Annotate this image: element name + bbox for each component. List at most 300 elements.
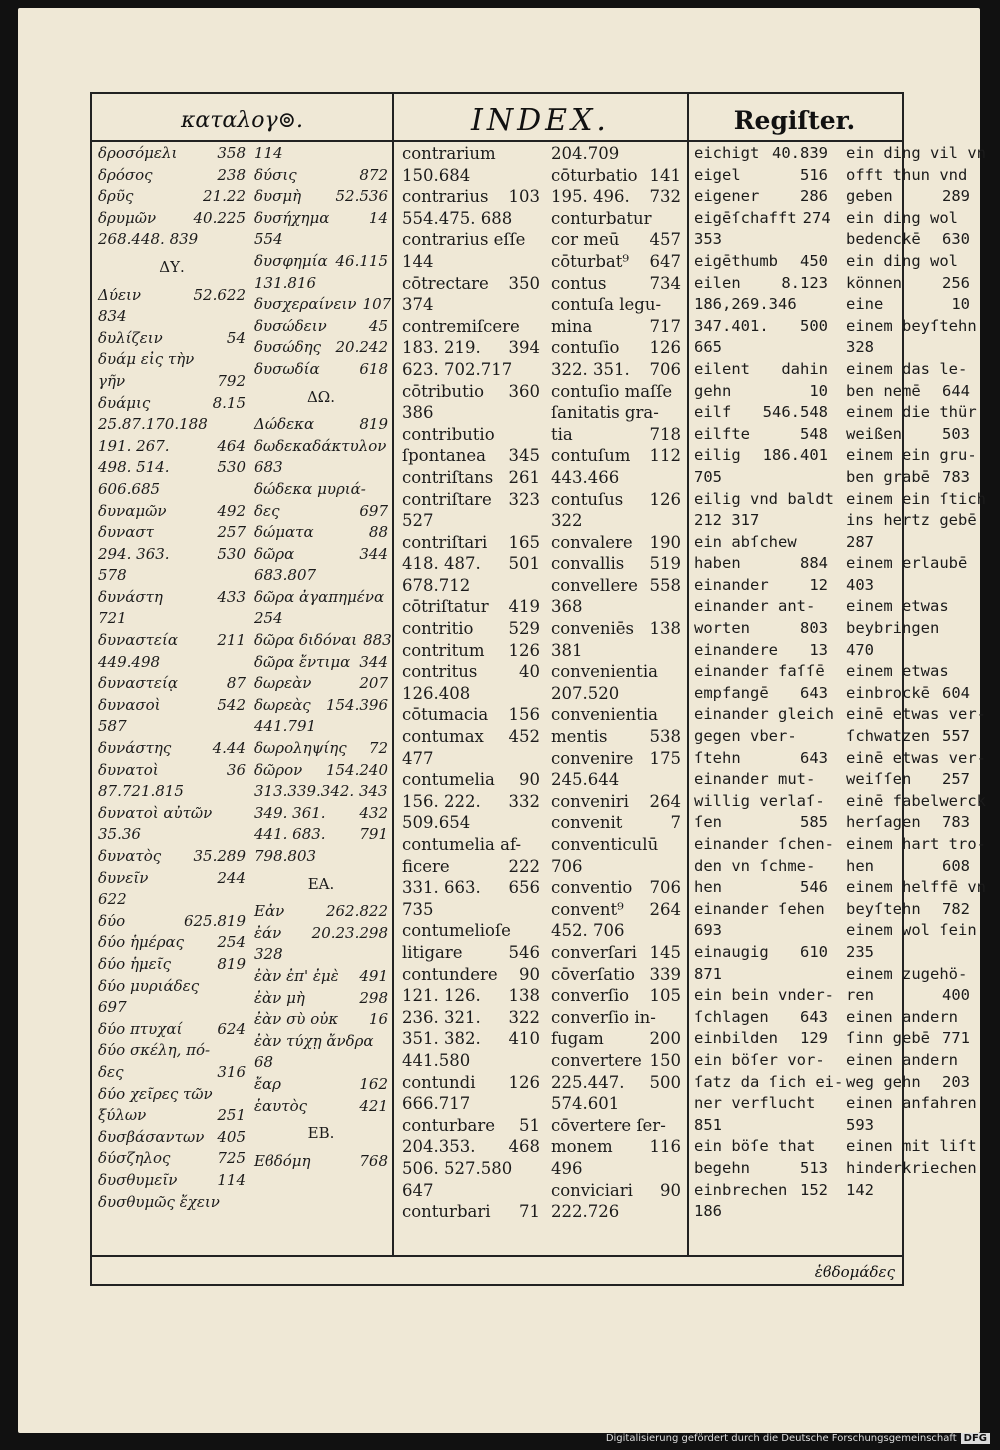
index-entry [98,328,246,350]
index-entry [694,1158,828,1180]
entry-pages: 175 [649,748,681,768]
entry-term: hen [694,878,722,897]
index-entry [694,208,831,230]
entry-term: einem erlaubē [846,554,968,573]
index-entry [551,812,681,834]
entry-term: converſio in- [551,1007,656,1027]
index-entry [694,229,828,251]
index-entry [551,229,681,251]
entry-term: 470 [846,640,874,659]
entry-term: gehn [694,381,732,400]
index-entry [846,661,970,683]
entry-pages: 40.839 [772,144,828,162]
entry-term: willig verlaſ- [694,791,825,810]
entry-term: 403 [846,575,874,594]
index-entry [846,381,970,403]
entry-term: contundere [402,964,498,984]
index-entry [98,824,246,846]
index-entry [254,1151,388,1173]
entry-term: 245.644 [551,770,620,790]
entry-term: einem ein ſtich [846,489,986,508]
entry-pages: 13 [809,640,828,659]
entry-term: δύο πτυχαί [98,1019,183,1038]
entry-term: cor meū [551,230,620,250]
index-entry [98,306,246,328]
entry-pages: 819 [359,415,388,434]
entry-term: ein bein vnder- [694,986,834,1005]
entry-term: δυσβάσαντων [98,1127,205,1146]
entry-term: 721 [98,609,127,628]
entry-pages: 643 [800,748,828,767]
index-entry [402,769,540,791]
index-entry [98,143,246,165]
index-entry [846,316,977,338]
index-entry [551,769,681,791]
entry-term: conventio [551,878,633,898]
index-entry [846,942,970,964]
entry-pages: 624 [217,1019,246,1038]
index-entry [694,467,828,489]
entry-term: einbrechen [694,1180,788,1199]
entry-pages: 186.401 [762,446,828,465]
index-entry [694,445,828,467]
index-entry [402,1115,540,1137]
entry-pages: 643 [800,683,828,702]
entry-pages: 257 [942,770,970,789]
entry-pages: 264 [649,899,681,919]
entry-term: δύο σκέλη, πό- [98,1041,211,1060]
index-entry [402,899,540,921]
entry-term: eigēthumb [694,251,778,270]
entry-term: convenientia [551,705,658,725]
entry-term: 204.709 [551,144,620,163]
entry-pages: 394 [508,338,540,358]
entry-pages: 200 [649,1029,681,1049]
index-entry [551,553,681,575]
index-entry [98,1170,246,1192]
index-entry [846,424,970,446]
entry-term: δῶρον [254,760,303,779]
entry-term: gegen vber- [694,727,797,746]
entry-pages: 791 [359,825,388,844]
entry-term: 574.601 [551,1094,620,1114]
entry-pages: 464 [217,436,246,455]
index-entry [551,964,681,986]
index-entry [694,618,828,640]
index-entry [846,726,970,748]
entry-term: ein böſer vor- [694,1050,825,1069]
footer-rule [90,1255,902,1257]
entry-term: 477 [402,748,434,768]
entry-term: 498. 514. [98,458,170,477]
index-entry [402,877,540,899]
entry-pages: 421 [359,1096,388,1115]
entry-pages: 264 [649,791,681,811]
entry-term: 697 [98,998,127,1017]
entry-pages: 706 [649,878,681,898]
index-entry [254,630,392,652]
entry-term: 554 [254,230,283,249]
entry-pages: 35.289 [193,847,246,865]
entry-pages: 491 [359,966,388,985]
entry-term: δυάμις [98,393,151,412]
index-entry [694,704,834,726]
index-entry [846,1158,977,1180]
entry-pages: 40.225 [193,208,246,227]
entry-term: hinderkriechen [846,1158,977,1177]
index-entry [846,964,970,986]
index-entry [402,1136,540,1158]
entry-term: δύσις [254,165,297,184]
index-entry [98,1040,246,1062]
entry-pages: 10 [809,381,828,400]
entry-term: 322. 351. [551,359,630,379]
entry-term: 683 [254,458,283,477]
entry-term: γῆν [98,371,126,390]
index-entry [254,652,388,674]
entry-term: 441.791 [254,717,317,736]
index-entry [551,165,681,187]
entry-term: converſio [551,986,630,1006]
index-entry [551,143,681,165]
entry-pages: 316 [217,1062,246,1081]
entry-term: einbrockē [846,683,930,702]
entry-term: contrarius eſſe [402,230,526,250]
index-entry [98,781,246,803]
entry-pages: 107 [362,295,392,314]
index-entry [846,856,970,878]
entry-term: eilent [694,359,750,378]
index-entry [254,1074,388,1096]
entry-term: 212 317 [694,511,760,530]
entry-term: 186 [694,1202,722,1221]
index-entry [846,1072,970,1094]
index-entry [551,1180,681,1202]
index-entry [402,273,540,295]
entry-pages: 8.123 [781,273,828,292]
entry-term: 347.401. [694,316,769,335]
entry-term: 156. 222. [402,791,481,811]
index-entry [402,726,540,748]
section-heading: ΔΥ. [159,257,185,276]
entry-term: einen anfahren [846,1094,977,1113]
index-entry [402,812,540,834]
entry-term: δωροληψίης [254,739,347,758]
entry-pages: 468 [508,1137,540,1157]
index-entry [402,553,540,575]
entry-term: 647 [402,1180,434,1200]
entry-term: eigener [694,187,760,206]
entry-pages: 154.240 [325,760,388,779]
index-entry [402,229,540,251]
index-entry [846,532,970,554]
index-entry [98,803,246,825]
entry-pages: 162 [359,1074,388,1093]
entry-pages: 105 [649,986,681,1006]
index-entry [694,812,828,834]
entry-term: ein ding wol [846,208,958,227]
index-entry [694,856,828,878]
entry-term: contriſtare [402,489,492,509]
entry-term: 183. 219. [402,338,481,358]
entry-term: haben [694,554,741,573]
entry-term: einaugig [694,942,769,961]
entry-term: ein ding vil vn [846,144,986,162]
index-entry [98,436,246,458]
entry-term: contremiſcere [402,316,520,336]
index-entry [98,208,246,230]
entry-term: δῶρα διδόναι [254,631,358,650]
entry-term: Εϐδόμη [254,1151,311,1170]
entry-term: ſchwatzen [846,727,930,746]
entry-term: 254 [254,609,283,628]
entry-term: contrarium [402,144,496,163]
entry-pages: 165 [508,532,540,552]
entry-term: 735 [402,899,434,919]
entry-term: 666.717 [402,1094,471,1114]
index-entry [694,294,828,316]
entry-term: ſatz da ſich ei- [694,1072,844,1091]
entry-pages: 7 [670,813,681,833]
entry-term: 443.466 [551,467,620,487]
entry-term: empfangē [694,683,769,702]
index-entry [254,1052,388,1074]
index-entry [694,920,828,942]
entry-term: convenit [551,813,623,833]
header-german: Regiſter. [733,105,856,135]
entry-pages: 222 [508,856,540,876]
index-entry [694,489,834,511]
index-entry [98,1127,246,1149]
entry-pages: 530 [217,458,246,477]
entry-pages: 51 [519,1115,540,1135]
entry-pages: 643 [800,1007,828,1026]
index-entry [402,143,540,165]
entry-term: contumelia af- [402,835,522,854]
index-entry [846,640,970,662]
entry-term: contuſa legu- [551,295,662,315]
entry-pages: 732 [649,187,681,207]
index-entry [98,738,246,760]
entry-pages: 433 [217,587,246,606]
index-entry [98,371,246,393]
entry-pages: 103 [508,187,540,207]
entry-term: eine [846,295,884,314]
entry-term: ficere [402,856,450,876]
entry-term: 506. 527.580 [402,1158,513,1178]
digitization-credit [0,1433,1000,1444]
entry-pages: 548 [800,424,828,443]
entry-term: ner verflucht [694,1094,816,1113]
entry-term: einē etwas ver- [846,705,986,724]
entry-term: können [846,273,902,292]
entry-term: contuſus [551,489,624,509]
index-entry [846,467,970,489]
entry-pages: 519 [649,554,681,574]
index-entry [402,1201,540,1223]
index-entry [402,856,540,878]
entry-term: 114 [254,144,283,162]
index-entry [402,1072,540,1094]
entry-term: eichigt [694,144,760,162]
entry-term: 441.580 [402,1050,471,1070]
index-entry [402,467,540,489]
entry-pages: 126 [649,489,681,509]
entry-pages: 126 [508,640,540,660]
entry-term: monem [551,1137,613,1157]
entry-term: 554.475. 688 [402,208,513,228]
entry-term: einem die thür [846,403,977,422]
entry-term: δυσώδειν [254,316,327,335]
entry-pages: 718 [649,424,681,444]
entry-term: 353 [694,230,722,249]
entry-term: 834 [98,307,127,326]
index-entry [402,704,540,726]
index-entry [846,791,986,813]
index-entry [694,1093,828,1115]
index-entry [98,954,246,976]
entry-pages: 8.15 [212,393,246,412]
entry-term: 236. 321. [402,1007,481,1027]
entry-term: mentis [551,727,608,747]
entry-pages: 768 [359,1151,388,1170]
index-entry [846,294,970,316]
entry-term: ſtehn [694,748,741,767]
entry-pages: 500 [649,1072,681,1092]
entry-term: 322 [551,511,583,531]
entry-pages: 14 [368,208,388,227]
index-entry [694,575,828,597]
entry-pages: 40 [519,662,540,682]
index-entry [254,501,388,523]
index-entry [694,186,828,208]
index-entry [254,414,388,436]
entry-term: eilf [694,403,732,422]
entry-pages: 546 [800,878,828,897]
entry-pages: 432 [359,803,388,822]
entry-term: convellere [551,575,638,595]
entry-term: 235 [846,942,874,961]
entry-term: tia [551,424,573,444]
entry-term: ἐὰν μὴ [254,988,305,1007]
index-entry [846,575,970,597]
entry-pages: 141 [649,165,681,185]
entry-term: beybringen [846,619,940,638]
entry-term: einē etwas ver- [846,748,986,767]
index-entry [551,704,681,726]
index-entry [402,424,540,446]
index-entry [551,381,681,403]
index-entry [551,359,681,381]
index-entry [551,1007,681,1029]
index-entry [254,1009,388,1031]
entry-pages: 129 [800,1029,828,1048]
index-entry [846,1093,977,1115]
index-entry [98,1062,246,1084]
index-entry [694,769,828,791]
entry-term: 351. 382. [402,1029,481,1049]
entry-term: δύο [98,911,126,930]
entry-term: 386 [402,403,434,423]
index-entry [402,316,540,338]
entry-pages: 339 [649,964,681,984]
entry-term: 121. 126. [402,986,481,1006]
dfg-badge: DFG [961,1433,990,1444]
entry-term: contritus [402,662,478,682]
entry-pages: 360 [508,381,540,401]
index-entry [694,510,828,532]
index-entry [551,942,681,964]
index-entry [694,273,828,295]
index-entry [402,186,540,208]
index-entry [694,424,828,446]
entry-pages: 254 [217,933,246,952]
index-entry [98,695,246,717]
index-entry [98,522,246,544]
index-entry [551,1115,681,1137]
entry-term: 186,269.346 [694,295,797,314]
entry-pages: 529 [508,619,540,639]
entry-term: conturbare [402,1115,495,1135]
entry-pages: 21.22 [203,187,246,206]
entry-pages: 513 [800,1158,828,1177]
entry-term: 418. 487. [402,554,481,574]
index-entry [846,359,970,381]
entry-pages: 126 [649,338,681,358]
entry-term: contributio [402,424,495,444]
index-entry [402,575,540,597]
entry-term: 268.448. 839 [98,230,199,249]
entry-term: contuſum [551,446,631,466]
entry-term: conventiculū [551,835,659,854]
entry-term: δυσθυμεῖν [98,1170,178,1189]
entry-term: δροσόμελι [98,144,178,162]
entry-term: 665 [694,338,722,357]
entry-pages: 400 [942,986,970,1005]
index-entry [846,618,970,640]
entry-pages: 344 [359,544,388,563]
index-entry [551,920,681,942]
index-entry [846,704,986,726]
entry-pages: 20.23.298 [311,923,388,942]
section-heading: ΔΩ. [306,387,336,406]
index-entry [254,608,388,630]
entry-pages: 345 [508,446,540,466]
entry-term: ἐάν [254,923,282,942]
index-entry [846,186,970,208]
entry-pages: 717 [649,316,681,336]
column-divider-2 [687,92,689,1255]
entry-pages: 630 [942,230,970,249]
entry-term: weg gehn [846,1072,921,1091]
entry-term: δυνάστης [98,739,172,758]
entry-pages: 52.622 [193,285,246,304]
entry-term: δυάμ εἰς τὴν [98,350,195,369]
entry-term: einander [694,575,769,594]
latin-column-1 [402,143,540,1223]
entry-pages: 610 [800,942,828,961]
entry-term: contumelioſe [402,921,511,941]
index-entry [254,803,388,825]
index-entry [98,608,246,630]
entry-term: einander ſehen [694,899,825,918]
entry-term: herſagen [846,813,921,832]
entry-term: δες [254,501,280,520]
entry-term: contumelia [402,770,495,790]
entry-term: 449.498 [98,652,161,671]
index-entry [694,596,828,618]
entry-term: conveniēs [551,619,635,639]
